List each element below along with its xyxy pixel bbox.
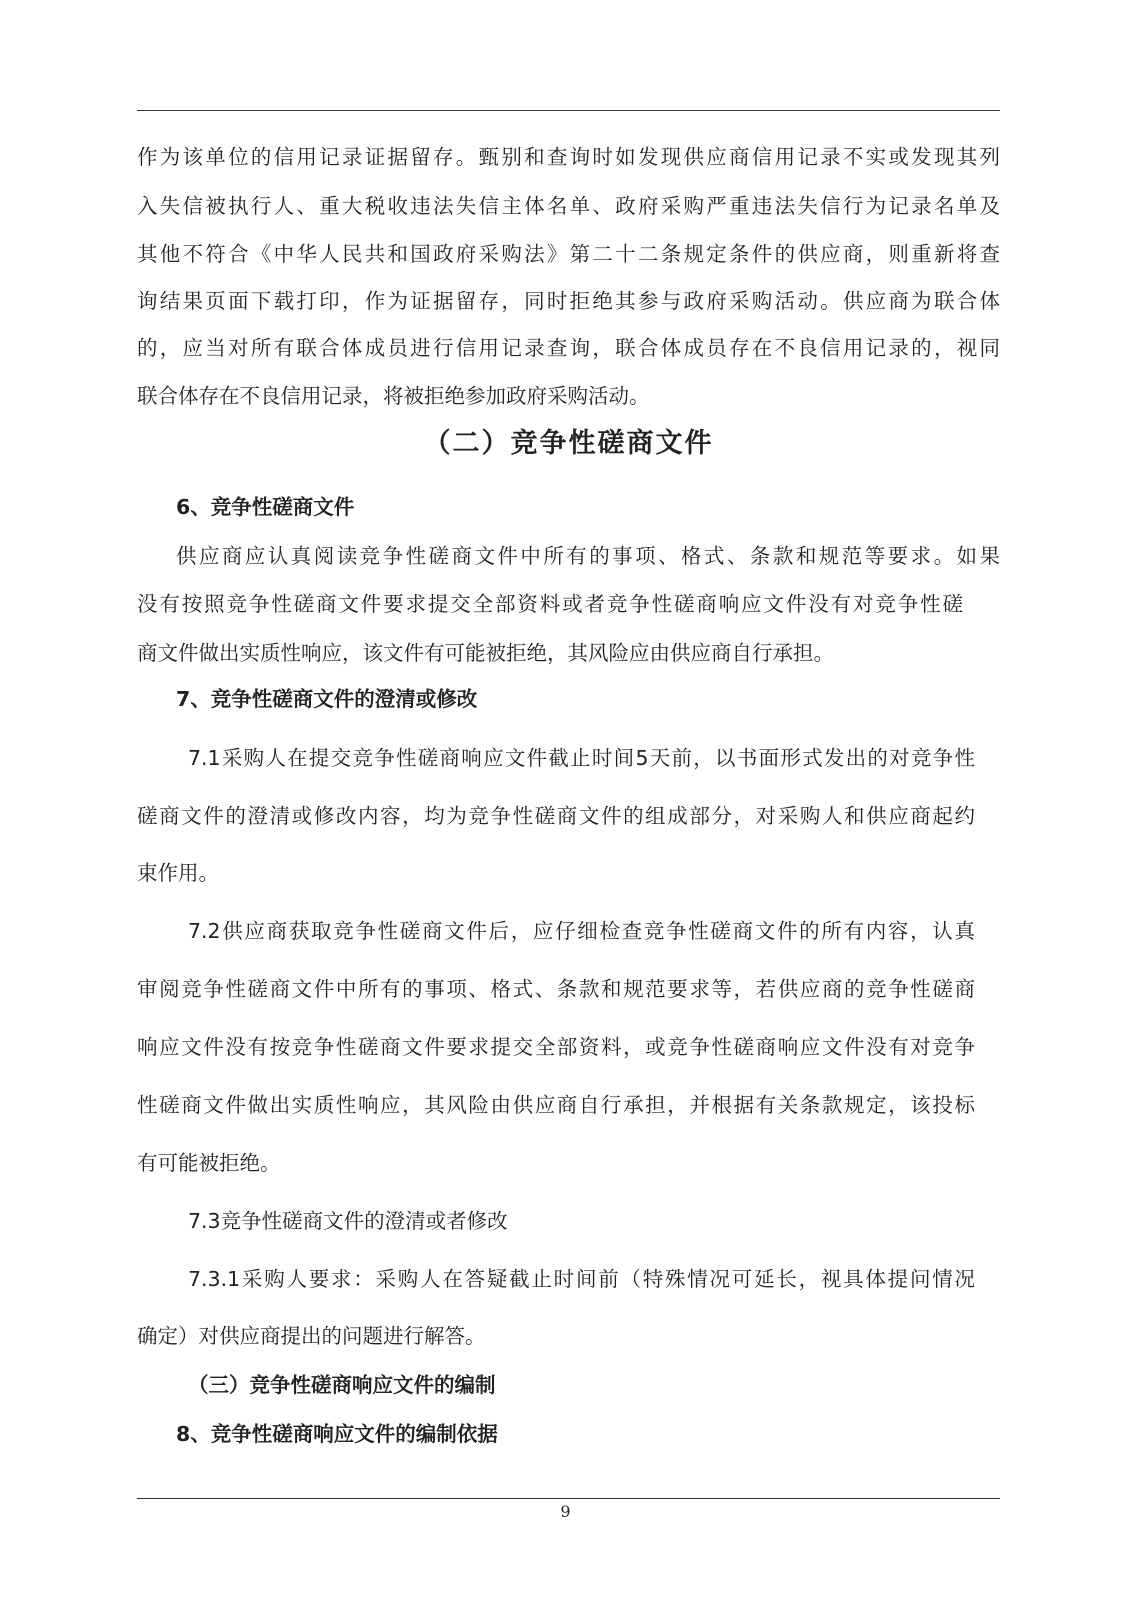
section-heading: （二）竞争性磋商文件 — [423, 428, 714, 459]
subsection-heading: 6、竞争性磋商文件 — [176, 495, 355, 519]
paragraph-line: 响应文件没有按竞争性磋商文件要求提交全部资料，或竞争性磋商响应文件没有对竞争 — [137, 1035, 975, 1059]
header-rule — [137, 110, 1000, 111]
paragraph-line: 的，应当对所有联合体成员进行信用记录查询，联合体成员存在不良信用记录的，视同 — [137, 336, 1000, 360]
paragraph-line: 有可能被拒绝。 — [137, 1151, 281, 1175]
paragraph-line: 供应商应认真阅读竞争性磋商文件中所有的事项、格式、条款和规范等要求。如果 — [176, 544, 1000, 568]
paragraph-line: 磋商文件的澄清或修改内容，均为竞争性磋商文件的组成部分，对采购人和供应商起约 — [137, 804, 975, 828]
page-number: 9 — [560, 1502, 571, 1521]
paragraph-line: 询结果页面下载打印，作为证据留存，同时拒绝其参与政府采购活动。供应商为联合体 — [137, 289, 1000, 313]
paragraph-line: 7.3.1采购人要求：采购人在答疑截止时间前（特殊情况可延长，视具体提问情况 — [188, 1267, 975, 1291]
paragraph-line: 入失信被执行人、重大税收违法失信主体名单、政府采购严重违法失信行为记录名单及 — [137, 194, 1000, 218]
footer-rule — [137, 1498, 1000, 1499]
paragraph-line: 作为该单位的信用记录证据留存。甄别和查询时如发现供应商信用记录不实或发现其列 — [137, 145, 1000, 169]
paragraph-line: 性磋商文件做出实质性响应，其风险由供应商自行承担，并根据有关条款规定，该投标 — [137, 1093, 975, 1117]
paragraph-line: 束作用。 — [137, 861, 219, 885]
paragraph-line: 审阅竞争性磋商文件中所有的事项、格式、条款和规范要求等，若供应商的竞争性磋商 — [137, 977, 975, 1001]
subsection-heading: 7、竞争性磋商文件的澄清或修改 — [176, 687, 478, 711]
subsection-heading: 8、竞争性磋商响应文件的编制依据 — [176, 1422, 498, 1446]
paragraph-line: 联合体存在不良信用记录，将被拒绝参加政府采购活动。 — [137, 384, 650, 408]
paragraph-line: 商文件做出实质性响应，该文件有可能被拒绝，其风险应由供应商自行承担。 — [137, 641, 834, 665]
paragraph-line: 没有按照竞争性磋商文件要求提交全部资料或者竞争性磋商响应文件没有对竞争性磋 — [137, 592, 963, 616]
paragraph-line: 7.1采购人在提交竞争性磋商响应文件截止时间5天前，以书面形式发出的对竞争性 — [188, 746, 975, 770]
paragraph-line: 7.2供应商获取竞争性磋商文件后，应仔细检查竞争性磋商文件的所有内容，认真 — [188, 919, 975, 943]
paragraph-line: 其他不符合《中华人民共和国政府采购法》第二十二条规定条件的供应商，则重新将查 — [137, 242, 1000, 266]
paragraph-line: 7.3竞争性磋商文件的澄清或者修改 — [188, 1209, 508, 1233]
subsection-heading: （三）竞争性磋商响应文件的编制 — [188, 1373, 496, 1397]
paragraph-line: 确定）对供应商提出的问题进行解答。 — [137, 1324, 486, 1348]
